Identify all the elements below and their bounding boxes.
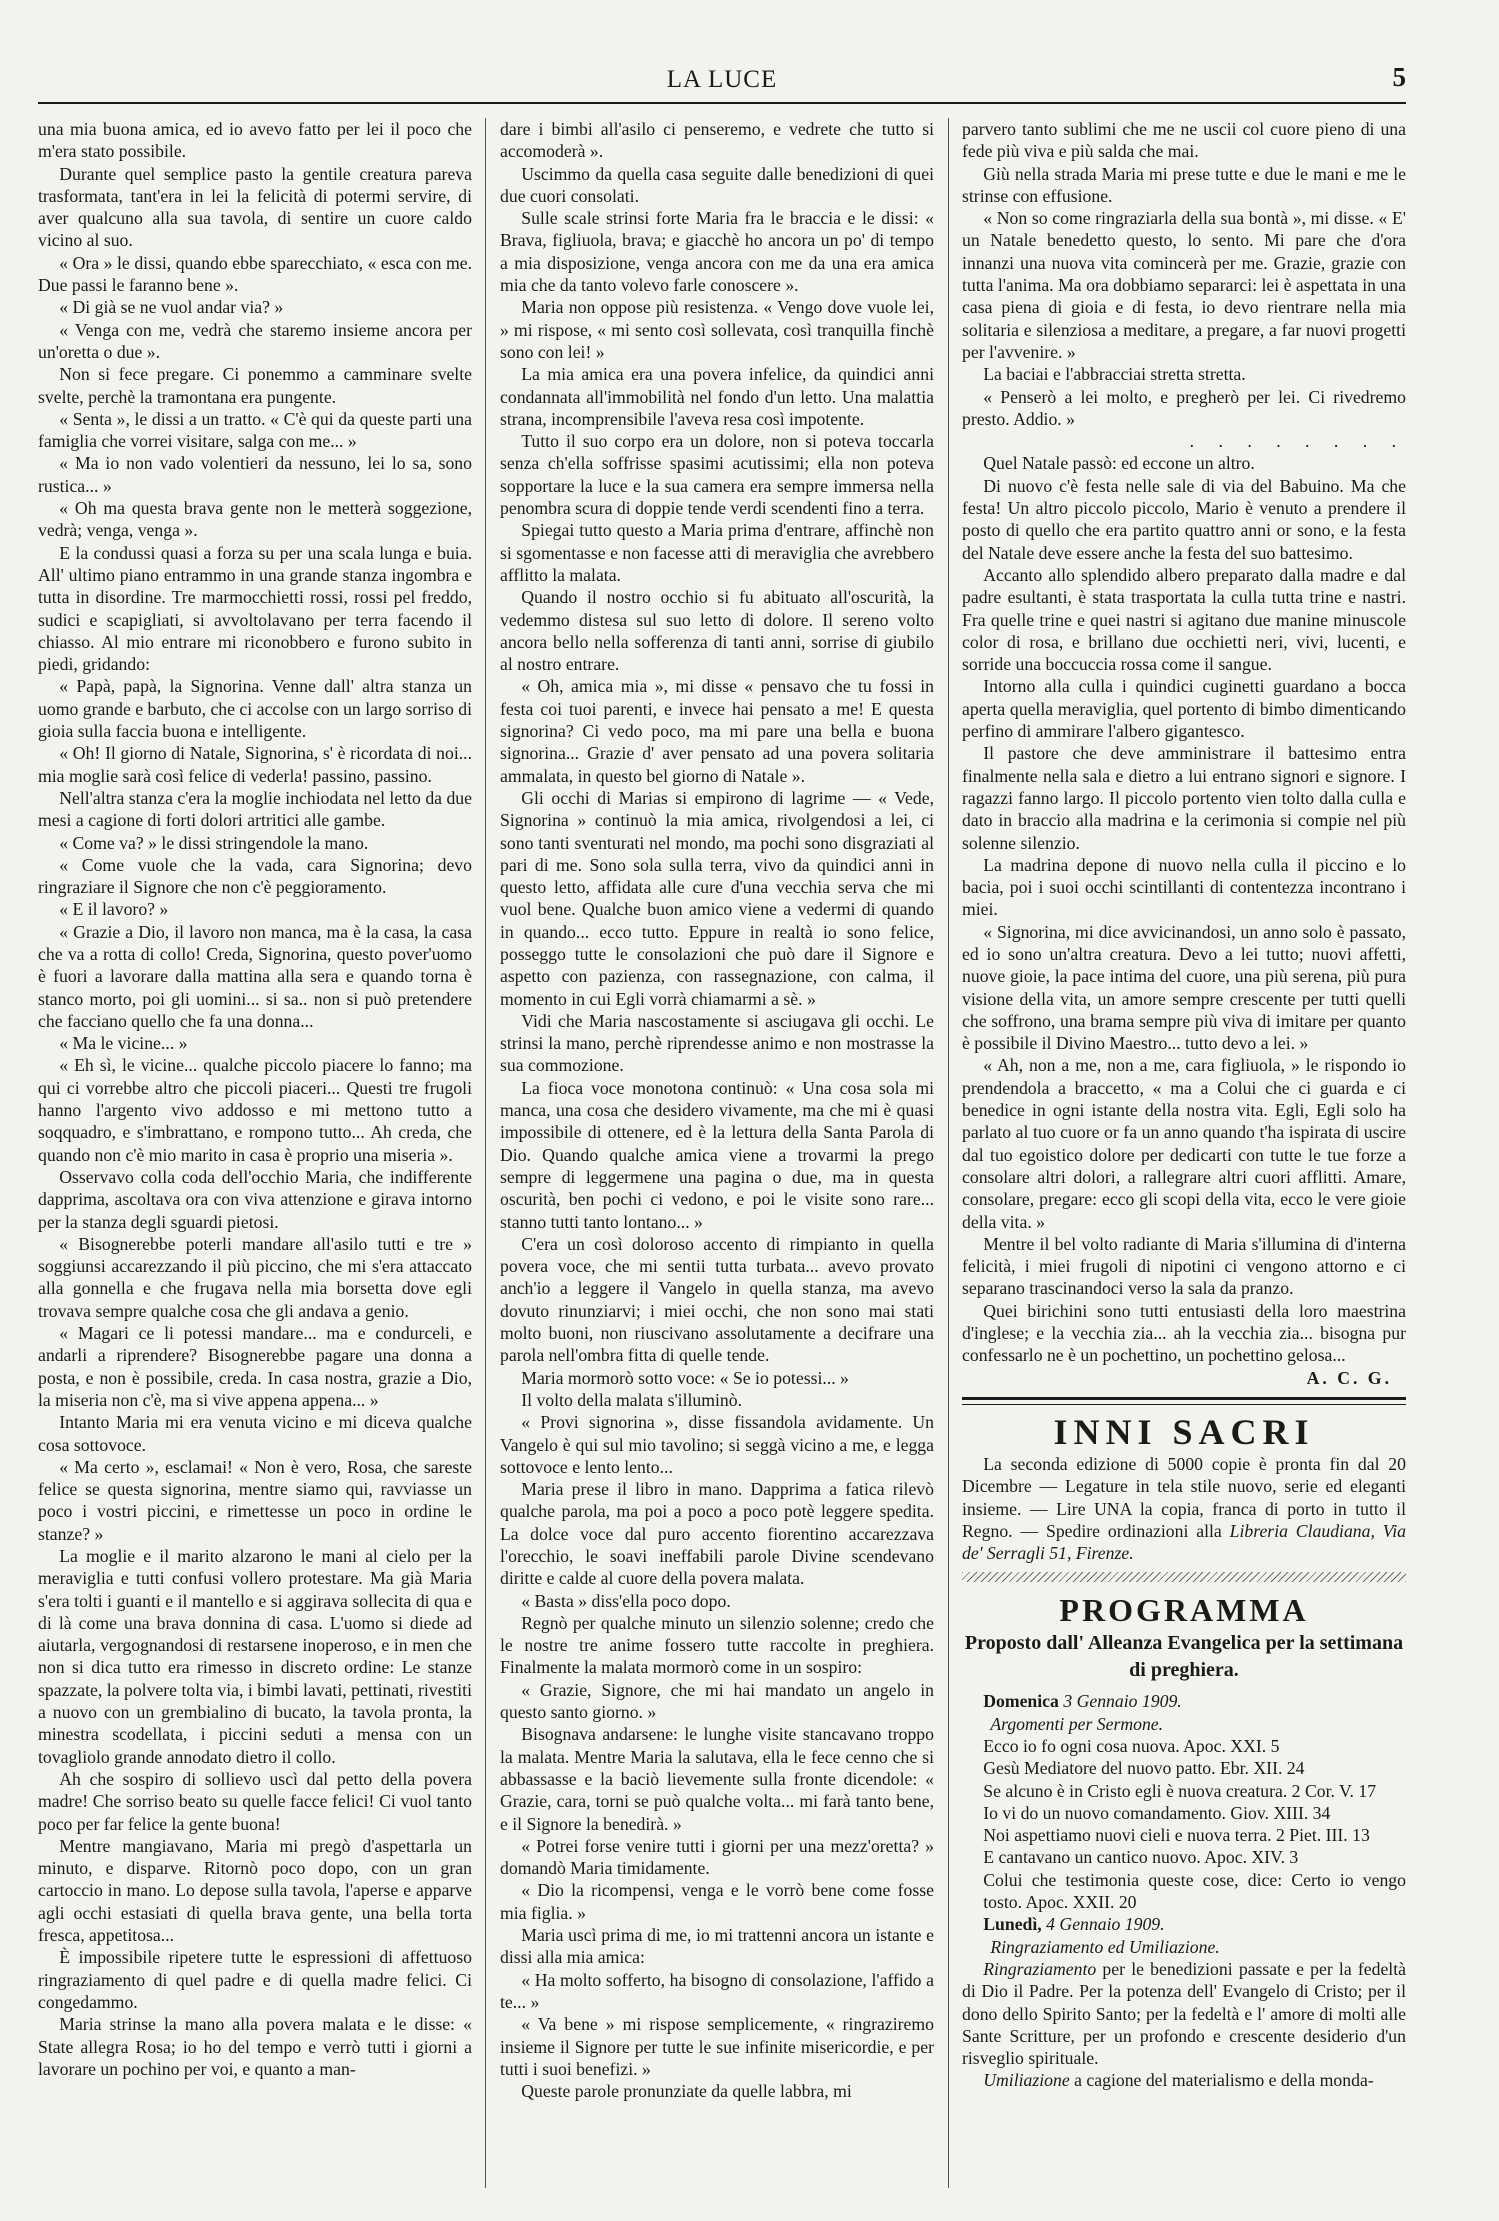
- paragraph: Gli occhi di Marias si empirono di lagrime — « Vede, Signorina » continuò la mia amica, rivolgendosi a lei, ci sono tanti sventurati nel mondo, ma pochi sono disgraziati al pari di me. Sono sola sulla terra, vivo da quindici anni in questo letto, affidata alle cure d'una vecchia serva che mi vuol bene. Qualche buon amico viene a vedermi di quando in quando... ecco tutto. Eppure in realtà io sono felice, posseggo tutte le consolazioni che può dare il Signore e aspetto con pazienza, con rassegnazione, con calma, il momento in cui Egli vorrà chiamarmi a sè. »: [500, 787, 934, 1009]
- paragraph: « Papà, papà, la Signorina. Venne dall' altra stanza un uomo grande e barbuto, che ci accolse con un largo sorriso di gioia sulla faccia buona e intelligente.: [38, 676, 472, 742]
- masthead: [38, 62, 1406, 104]
- paragraph: « Ha molto sofferto, ha bisogno di consolazione, l'affido a te... »: [500, 1969, 934, 2012]
- paragraph: Il volto della malata s'illuminò.: [521, 1389, 743, 1410]
- paragraph: Giù nella strada Maria mi prese tutte e due le mani e me le strinse con effusione.: [962, 163, 1406, 206]
- text: per le benedizioni passate e per la fedeltà di Dio il Padre. Per la potenza dell' Evangelo di Cristo; per il dono dello Spirito Santo; per la fedeltà e l' amore di molti alle Sante Scritture, per un profondo e crescente desiderio d'un risveglio spirituale.: [962, 1958, 1406, 2069]
- paragraph: « Oh, amica mia », mi disse « pensavo che tu fossi in festa coi tuoi parenti, e invece hai pensato a me! E questa signorina? Ci vedo poco, ma mi pare una bella e buona signorina... Grazie d' aver pensato ad una povera solitaria ammalata, in questo bel giorno di Natale ».: [500, 676, 934, 786]
- paragraph: Durante quel semplice pasto la gentile creatura pareva trasformata, tant'era in lei la felicità di potermi servire, di aver qualcuno alla sua tavola, di sentire un cuore caldo vicino al suo.: [38, 163, 472, 251]
- paragraph: La mia amica era una povera infelice, da quindici anni condannata all'immobilità nel fondo d'un letto. Una malattia strana, incomprensibile l'aveva resa così impotente.: [500, 364, 934, 429]
- paragraph: « Oh ma questa brava gente non le metterà soggezione, vedrà; venga, venga ».: [38, 498, 472, 541]
- paragraph: « Ora » le dissi, quando ebbe sparecchiato, « esca con me. Due passi le faranno bene ».: [38, 252, 472, 296]
- paragraph: « Ah, non a me, non a me, cara figliuola, » le rispondo io prendendola a braccetto, « ma a Colui che ci guarda e ci benedice in ogni istante della nostra vita. Egli, Egli solo ha parlato al tuo cuore or fa un anno quando t'ha ispirata di uscire dal tuo egoistico dolore per dedicarti con tutte le tue forze a consolare altri dolori, a rallegrare altri cuori afflitti. Amare, consolare, pregare: ecco gli scopi della vita, ecco le vere gioie della vita. »: [962, 1055, 1406, 1232]
- programma-title: PROGRAMMA: [1059, 1592, 1309, 1629]
- list-item: E cantavano un cantico nuovo. Apoc. XIV. 3: [983, 1847, 1299, 1868]
- list-item: Io vi do un nuovo comandamento. Giov. XIII. 34: [983, 1802, 1331, 1823]
- paragraph: « E il lavoro? »: [59, 899, 169, 920]
- paragraph: Vidi che Maria nascostamente si asciugava gli occhi. Le strinsi la mano, perchè riprendesse animo e non mostrasse la sua commozione.: [500, 1010, 934, 1076]
- paragraph: Quando il nostro occhio si fu abituato all'oscurità, la vedemmo distesa sul suo letto di dolore. Il sereno volto ancora bello nella sofferenza di tanti anni, sorrise di giubilo al nostro entrare.: [500, 587, 934, 675]
- paragraph: Osservavo colla coda dell'occhio Maria, che indifferente dapprima, ascoltava ora con viva attenzione e girava intorno per la stanza degli sguardi pietosi.: [38, 1166, 472, 1232]
- paragraph: « Basta » diss'ella poco dopo.: [521, 1590, 731, 1611]
- inni-sacri-notice: [962, 1453, 1406, 1564]
- paragraph: Regnò per qualche minuto un silenzio solenne; credo che le nostre tre anime fossero tutte raccolte in preghiera. Finalmente la malata mormorò come in un sospiro:: [500, 1612, 934, 1678]
- day-theme: Ringraziamento ed Umiliazione.: [990, 1936, 1220, 1957]
- paragraph: La baciai e l'abbracciai stretta stretta.: [983, 364, 1246, 385]
- paragraph: [962, 2069, 1406, 2091]
- list-item: Noi aspettiamo nuovi cieli e nuova terra. 2 Piet. III. 13: [983, 1825, 1370, 1846]
- paragraph: C'era un così doloroso accento di rimpianto in quella povera voce, che mi sentii tutta turbata... avevo provato anch'io a leggere il Vangelo in quella stanza, ma avevo dovuto rinunziarvi; i miei occhi, che non sono mai stati molto buoni, non riuscivano assolutamente a decifrare una parola nell'ombra fitta di quelle tende.: [500, 1233, 934, 1366]
- paragraph: « Bisognerebbe poterli mandare all'asilo tutti e tre » soggiunsi accarezzando il più piccino, che mi s'era attaccato alla gonnella e che frugava nella mia borsetta dove egli trovava sempre qualche cosa che gli andava a genio.: [38, 1233, 472, 1321]
- column-3: [962, 118, 1406, 2092]
- list-item: Ecco io fo ogni cosa nuova. Apoc. XXI. 5: [983, 1736, 1280, 1756]
- paragraph: Mentre il bel volto radiante di Maria s'illumina di d'interna felicità, i miei frugoli di nipotini ci vengono attorno e ci separano trascinandoci verso la sala da pranzo.: [962, 1233, 1406, 1299]
- column-divider: [948, 118, 949, 2188]
- paragraph: La moglie e il marito alzarono le mani al cielo per la meraviglia e tutti confusi vollero protestare. Ma già Maria s'era tolti i guanti e il mantello e si aggirava sollecita di qua e di là come una brava donnina di casa. L'uomo si diede ad aiutarla, vergognandosi di restarsene inoperoso, e in men che non si dica tutto era rimesso in discreto ordine: Le stanze spazzate, la polvere tolta via, i bimbi lavati, pettinati, rivestiti a nuovo con un grembialino di bucato, la tavola pronta, la minestra scodellata, i piccini seduti a mensa con un tovagliolo grande annodato dietro il collo.: [38, 1546, 472, 1767]
- paragraph: Sulle scale strinsi forte Maria fra le braccia e le dissi: « Brava, figliuola, brava; e giacchè ho ancora un po' di tempo a mia disposizione, venga ancora con me da una era amica mia che da tanto volevo farle conoscere ».: [500, 208, 934, 296]
- paragraph: Maria non oppose più resistenza. « Vengo dove vuole lei, » mi rispose, « mi sento così sollevata, così tranquilla finchè sono con lei! »: [500, 297, 934, 362]
- paragraph: « Penserò a lei molto, e pregherò per lei. Ci rivedremo presto. Addio. »: [962, 386, 1406, 429]
- paragraph: Bisognava andarsene: le lunghe visite stancavano troppo la malata. Mentre Maria la salutava, ella le fece cenno che si abbassasse e la baciò lievemente sulla fronte dicendole: « Grazie, cara, torni se può qualche volta... mi farà tanto bene, e il Signore la benedirà. »: [500, 1724, 934, 1834]
- paragraph: Mentre mangiavano, Maria mi pregò d'aspettarla un minuto, e disparve. Ritornò poco dopo, con un gran cartoccio in mano. Lo depose sulla tavola, l'aperse e apparve agli occhi estasiati di quella brava gente, una bella torta fresca, appetitosa...: [38, 1835, 472, 1946]
- paragraph: [962, 1958, 1406, 2069]
- paragraph: Ah che sospiro di sollievo uscì dal petto della povera madre! Che sorriso beato su quelle facce felici! Ci vuol tanto poco per far felice la gente buona!: [38, 1768, 472, 1834]
- paragraph: « Non so come ringraziarla della sua bontà », mi disse. « E' un Natale benedetto questo, lo sento. Mi pare che d'ora innanzi una nuova vita comincerà per me. Grazie, grazie con tutta l'anima. Ma ora dobbiamo separarci: lei è aspettata in una casa piena di gioia e di festa, io devo rientrare nella mia solitaria e silenziosa a meditare, a pregare, a far nuovi progetti per l'avvenire. »: [962, 208, 1406, 362]
- paragraph: Queste parole pronunziate da quelle labbra, mi: [521, 2081, 852, 2102]
- paragraph: Il pastore che deve amministrare il battesimo entra finalmente nella sala e dietro a lui entrano signori e signore. I ragazzi fanno largo. Il piccolo portento vien tolto dalla culla e dato in braccio alla madrina e la cerimonia si compie nel più solenne silenzio.: [962, 743, 1406, 853]
- list-item: Gesù Mediatore del nuovo patto. Ebr. XII. 24: [983, 1758, 1305, 1779]
- paragraph: Maria prese il libro in mano. Dapprima a fatica rilevò qualche parola, ma poi a poco a poco potè leggere spedita. La dolce voce dal puro accento fiorentino accarezzava l'orecchio, le soavi ineffabili parole Divine scendevano diritte e calde al cuore della povera malata.: [500, 1479, 934, 1589]
- paragraph: « Ma le vicine... »: [59, 1033, 188, 1054]
- paragraph: Intanto Maria mi era venuta vicino e mi diceva qualche cosa sottovoce.: [38, 1412, 472, 1455]
- paragraph: La fioca voce monotona continuò: « Una cosa sola mi manca, una cosa che desidero vivamente, ma che mi è quasi impossibile di ottenere, ed è la lettura della Santa Parola di Dio. Quando qualche amica viene a trovarmi la prego sempre di leggermene una pagina o due, ma in questa oscurità, ben pochi ci vedono, e poi le visite sono rare... stanno tutti tanto lontano... »: [500, 1077, 934, 1232]
- paragraph: « Senta », le dissi a un tratto. « C'è qui da queste parti una famiglia che vorrei visitare, salga con me... »: [38, 408, 472, 452]
- column-1: [38, 118, 472, 2080]
- section-rule: [962, 1397, 1406, 1405]
- page-number: 5: [1392, 62, 1406, 92]
- paragraph: « Ma certo », esclamai! « Non è vero, Rosa, che sareste felice se questa signorina, mentre siamo qui, ravviasse un poco i vostri piccini, e rimettesse un poco in ordine le stanze? »: [38, 1456, 472, 1544]
- paragraph: La madrina depone di nuovo nella culla il piccino e lo bacia, poi i suoi occhi scintillanti di contentezza incontrano i miei.: [962, 854, 1406, 920]
- inni-bookshop: Libreria Claudiana, Via de' Serragli 51, Firenze.: [962, 1520, 1406, 1564]
- paragraph: E la condussi quasi a forza su per una scala lunga e buia. All' ultimo piano entrammo in una grande stanza ingombra e tutta in disordine. Tre marmocchietti rossi, rossi pel freddo, sudici e scapigliati, si avvoltolavano per terra facendo il chiasso. Al mio entrare mi riconobbero e furono subito in piedi, gridando:: [38, 542, 472, 675]
- programma-day-2: [962, 1913, 1406, 1935]
- emphasis: Umiliazione: [983, 2070, 1070, 2091]
- paragraph: « Ma io non vado volentieri da nessuno, lei lo sa, sono rustica... »: [38, 453, 472, 496]
- paragraph: Maria uscì prima di me, io mi trattenni ancora un istante e dissi alla mia amica:: [500, 1925, 934, 1968]
- paragraph: « Come vuole che la vada, cara Signorina; devo ringraziare il Signore che non c'è peggioramento.: [38, 854, 472, 898]
- list-item: Colui che testimonia queste cose, dice: Certo io vengo tosto. Apoc. XXII. 20: [983, 1869, 1406, 1913]
- column-2: [500, 118, 934, 2102]
- paragraph: Quei birichini sono tutti entusiasti della loro maestrina d'inglese; e la vecchia zia... ah la vecchia zia... bisogna pur confessarlo ne è un pochettino, un pochettino gelosa...: [962, 1300, 1406, 1366]
- paragraph: Quel Natale passò: ed eccone un altro.: [983, 453, 1255, 474]
- paragraph: « Signorina, mi dice avvicinandosi, un anno solo è passato, ed io sono un'altra creatura. Devo a lei tutto; nuovi affetti, nuove gioie, la pace intima del cuore, una più serena, più pura visione della vita, un amore sempre crescente per tutti quelli che soffrono, una brama sempre più viva di imitare per quanto è possibile il Divino Maestro... tutto devo a lei. »: [962, 921, 1406, 1054]
- paragraph: parvero tanto sublimi che me ne uscii col cuore pieno di una fede più viva e più salda che mai.: [962, 119, 1406, 162]
- paragraph: Maria strinse la mano alla povera malata e le disse: « State allegra Rosa; io ho del tempo e verrò tutti i giorni a lavorare un pochino per voi, e quanto a man-: [38, 2014, 472, 2079]
- programma-subtitle: Proposto dall' Alleanza Evangelica per la settimana di preghiera.: [964, 1632, 1404, 1682]
- programma-day-1: [962, 1690, 1406, 1712]
- paragraph: « Potrei forse venire tutti i giorni per una mezz'oretta? » domandò Maria timidamente.: [500, 1835, 934, 1879]
- paragraph: Maria mormorò sotto voce: « Se io potessi... »: [521, 1367, 849, 1388]
- paragraph: Nell'altra stanza c'era la moglie inchiodata nel letto da due mesi a cagione di forti dolori artritici alle gambe.: [38, 787, 472, 831]
- day-label: Domenica: [983, 1691, 1064, 1712]
- paragraph: « Venga con me, vedrà che staremo insieme ancora per un'oretta o due ».: [38, 319, 472, 362]
- newspaper-title: LA LUCE: [666, 66, 778, 93]
- paragraph: « Provi signorina », disse fissandola avidamente. Un Vangelo è qui sul mio tavolino; si seggà vicino a me, e legga sottovoce e lento lento...: [500, 1412, 934, 1477]
- day-date: 4 Gennaio 1909.: [1046, 1914, 1165, 1935]
- paragraph: Intorno alla culla i quindici cuginetti guardano a bocca aperta quella meraviglia, quel portento di bimbo dimenticando perfino di ammirare l'albero gigantesco.: [962, 676, 1406, 742]
- paragraph: « Dio la ricompensi, venga e le vorrò bene come fosse mia figlia. »: [500, 1880, 934, 1923]
- day-date: 3 Gennaio 1909.: [1063, 1691, 1182, 1712]
- paragraph: « Oh! Il giorno di Natale, Signorina, s' è ricordata di noi... mia moglie sarà così felice di vederla! passino, passino.: [38, 743, 472, 786]
- section-break-dots: . . . . . . . .: [1189, 431, 1406, 452]
- paragraph: Uscimmo da quella casa seguite dalle benedizioni di quei due cuori consolati.: [500, 163, 934, 206]
- decorative-rule: [962, 1572, 1406, 1582]
- paragraph: « Grazie a Dio, il lavoro non manca, ma è la casa, la casa che va a rotta di collo! Creda, Signorina, questo pover'uomo è fuori a lavorare dalla mattina alla sera e quando torna è stanco morto, poi gli uomini... si sa.. non si può pretendere che facciano quello che fa una donna...: [38, 921, 472, 1031]
- inni-text: La seconda edizione di 5000 copie è pronta fin dal 20 Dicembre — Legature in tela stile nuovo, serie ed eleganti insieme. — Lire UNA la copia, franca di porto in tutto il Regno. — Spedire ordinazioni alla: [962, 1453, 1406, 1541]
- paragraph: Tutto il suo corpo era un dolore, non si poteva toccarla senza ch'ella soffrisse spasimi acutissimi; ella non poteva sopportare la luce e la sua camera era sempre immersa nella penombra scura di doppie tende verdi scendenti fino a terra.: [500, 431, 934, 519]
- paragraph: « Grazie, Signore, che mi hai mandato un angelo in questo santo giorno. »: [500, 1679, 934, 1723]
- paragraph: Non si fece pregare. Ci ponemmo a camminare svelte svelte, perchè la tramontana era pungente.: [38, 364, 472, 407]
- author-signature: A. C. G.: [1306, 1367, 1392, 1388]
- day-theme: Argomenti per Sermone.: [990, 1713, 1164, 1734]
- day-label: Lunedì,: [983, 1914, 1047, 1935]
- list-item: Se alcuno è in Cristo egli è nuova creatura. 2 Cor. V. 17: [983, 1780, 1377, 1801]
- paragraph: È impossibile ripetere tutte le espressioni di affettuoso ringraziamento di quel padre e di quella madre felici. Ci congedammo.: [38, 1947, 472, 2012]
- text: a cagione del materialismo e della monda-: [1069, 2070, 1374, 2091]
- paragraph: Spiegai tutto questo a Maria prima d'entrare, affinchè non si sgomentasse e non facesse atti di meraviglia che avrebbero afflitto la malata.: [500, 520, 934, 585]
- emphasis: Ringraziamento: [983, 1958, 1097, 1979]
- paragraph: « Eh sì, le vicine... qualche piccolo piacere lo fanno; ma qui ci vorrebbe altro che piccoli piaceri... Questi tre frugoli hanno l'argento vivo addosso e mi mettono tutto a soqquadro, e s'imbrattano, e rompono tutto... Ah creda, che quando non c'è mio marito in casa è proprio una miseria ».: [38, 1055, 472, 1165]
- column-divider: [485, 118, 486, 2188]
- paragraph: una mia buona amica, ed io avevo fatto per lei il poco che m'era stato possibile.: [38, 119, 472, 162]
- paragraph: « Come va? » le dissi stringendole la mano.: [59, 832, 369, 853]
- sermon-topics: [962, 1735, 1406, 1913]
- paragraph: Accanto allo splendido albero preparato dalla madre e dal padre esultanti, è stata trasportata la culla tutta trine e nastri. Fra quelle trine e quei nastri si agitano due manine minuscole color di rosa, e brillano due occhietti neri, vivi, lucenti, e sorride una boccuccia rossa come il sangue.: [962, 564, 1406, 675]
- paragraph: « Va bene » mi rispose semplicemente, « ringraziremo insieme il Signore per tutte le sue infinite misericordie, e per tutti i suoi benefizi. »: [500, 2014, 934, 2079]
- inni-sacri-title: INNI SACRI: [1053, 1411, 1315, 1452]
- paragraph: « Magari ce li potessi mandare... ma e condurceli, e andarli a riprendere? Bisognerebbe pagare una donna a posta, e non è possibile, creda. In casa nostra, grazie a Dio, la miseria non c'è, ma si vive appena appena... »: [38, 1323, 472, 1410]
- paragraph: dare i bimbi all'asilo ci penseremo, e vedrete che tutto si accomoderà ».: [500, 119, 934, 162]
- paragraph: Di nuovo c'è festa nelle sale di via del Babuino. Ma che festa! Un altro piccolo piccolo, Mario è venuto a prendere il posto di quello che era partito quattro anni or sono, e la festa del Natale deve essere anche la festa del suo battesimo.: [962, 475, 1406, 563]
- paragraph: « Di già se ne vuol andar via? »: [59, 297, 284, 318]
